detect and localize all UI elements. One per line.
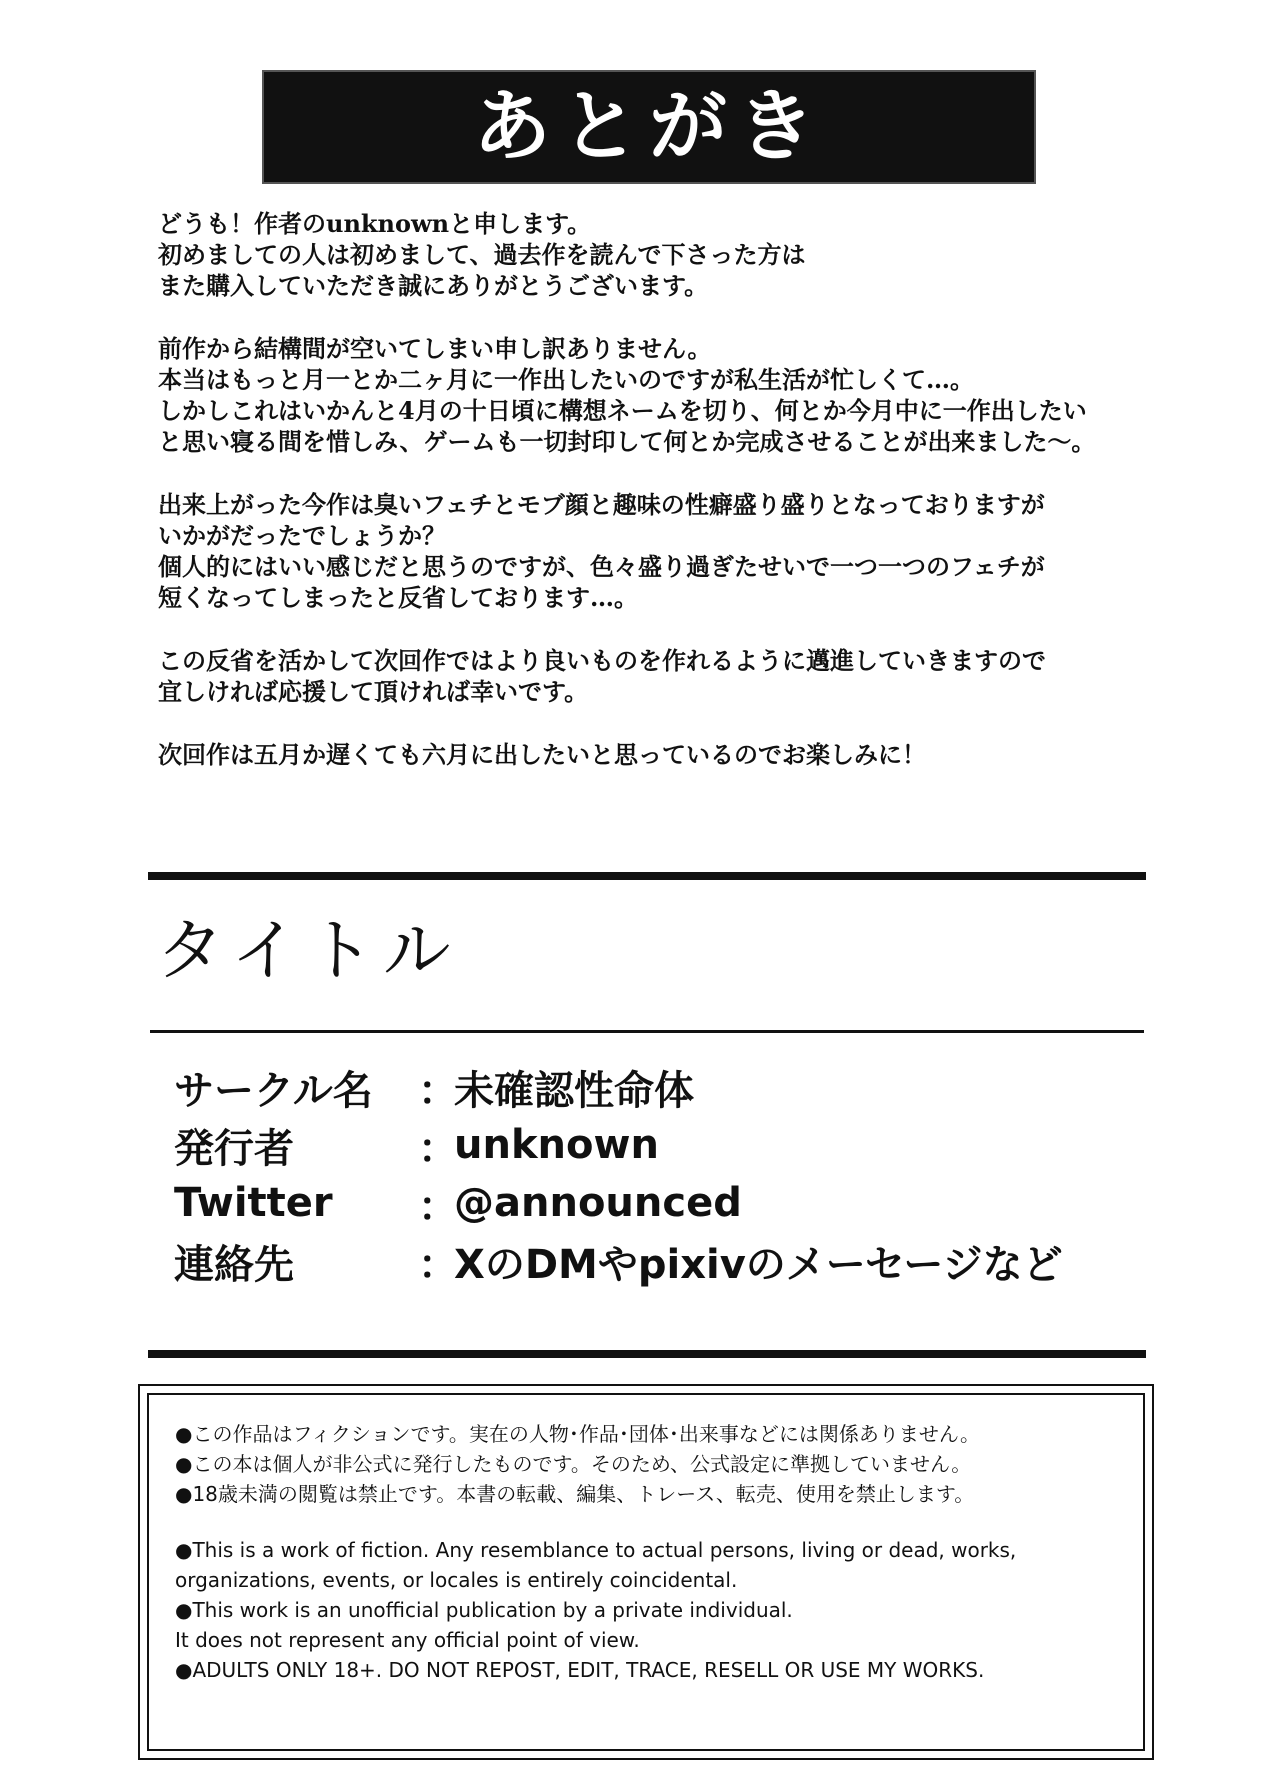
disclaimer-line-en: organizations, events, or locales is entirely coincidental. — [175, 1568, 738, 1592]
info-label-publisher: 発行者 — [174, 1125, 294, 1172]
afterword-line: 前作から結構間が空いてしまい申し訳ありません。 — [158, 334, 712, 363]
afterword-title: あとがき — [472, 81, 825, 172]
disclaimer-line-ja: ●この本は個人が非公式に発行したものです。そのため、公式設定に準拠していません。 — [175, 1452, 972, 1476]
afterword-paragraph-5 — [158, 739, 1148, 770]
divider-thin — [150, 1030, 1144, 1033]
afterword-line: 出来上がった今作は臭いフェチとモブ顔と趣味の性癖盛り盛りとなっておりますが — [158, 490, 1045, 519]
info-row-publisher — [174, 1116, 1134, 1174]
info-separator: ： — [418, 1183, 458, 1230]
disclaimer-line-en: ●This is a work of fiction. Any resemblance to actual persons, living or dead, works, — [175, 1538, 1017, 1562]
afterword-line: 宜しければ応援して頂ければ幸いです。 — [158, 677, 589, 706]
colophon-info — [174, 1058, 1134, 1290]
afterword-line: 短くなってしまったと反省しております…。 — [158, 583, 638, 612]
afterword-paragraph-3 — [158, 489, 1148, 613]
disclaimer-line-en: ●This work is an unofficial publication by a private individual. — [175, 1598, 793, 1622]
divider-bottom — [148, 1350, 1146, 1358]
afterword-paragraph-4 — [158, 645, 1148, 707]
info-value-twitter: @announced — [454, 1180, 742, 1226]
disclaimer-line-en: It does not represent any official point of view. — [175, 1628, 640, 1652]
info-value-publisher: unknown — [454, 1122, 659, 1168]
info-row-twitter — [174, 1174, 1134, 1232]
divider-top — [148, 872, 1146, 880]
afterword-line: また購入していただき誠にありがとうございます。 — [158, 271, 709, 300]
disclaimer-line-en: ●ADULTS ONLY 18+. DO NOT REPOST, EDIT, TRACE, RESELL OR USE MY WORKS. — [175, 1658, 985, 1682]
afterword-line: と思い寝る間を惜しみ、ゲームも一切封印して何とか完成させることが出来ました～。 — [158, 427, 1096, 456]
afterword-line: どうも！作者のunknownと申します。 — [158, 209, 592, 238]
info-row-circle — [174, 1058, 1134, 1116]
book-title: タイトル — [156, 912, 459, 991]
info-label-contact: 連絡先 — [174, 1241, 294, 1288]
info-separator: ： — [418, 1067, 458, 1114]
info-label-twitter: Twitter — [174, 1180, 333, 1226]
disclaimer-inner-frame — [147, 1393, 1145, 1751]
afterword-line: 個人的にはいい感じだと思うのですが、色々盛り過ぎたせいで一つ一つのフェチが — [158, 552, 1045, 581]
disclaimer-box — [138, 1384, 1154, 1760]
info-separator: ： — [418, 1241, 458, 1288]
disclaimer-line-ja: ●18歳未満の閲覧は禁止です。本書の転載、編集、トレース、転売、使用を禁止します。 — [175, 1482, 975, 1506]
info-row-contact — [174, 1232, 1134, 1290]
disclaimer-line-ja: ●この作品はフィクションです。実在の人物･作品･団体･出来事などには関係ありません。 — [175, 1422, 981, 1446]
info-label-circle: サークル名 — [174, 1067, 373, 1114]
afterword-line: 次回作は五月か遅くても六月に出したいと思っているのでお楽しみに！ — [158, 740, 926, 769]
afterword-line: いかがだったでしょうか？ — [158, 521, 446, 550]
info-value-circle: 未確認性命体 — [454, 1067, 694, 1114]
disclaimer-gap — [175, 1509, 1121, 1535]
info-value-contact: XのDMやpixivのメーセージなど — [454, 1241, 1063, 1288]
afterword-line: この反省を活かして次回作ではより良いものを作れるように邁進していきますので — [158, 646, 1046, 675]
afterword-body — [158, 208, 1148, 802]
afterword-line: しかしこれはいかんと4月の十日頃に構想ネームを切り、何とか今月中に一作出したい — [158, 396, 1087, 425]
afterword-line: 本当はもっと月一とか二ヶ月に一作出したいのですが私生活が忙しくて…。 — [158, 365, 974, 394]
afterword-paragraph-1 — [158, 208, 1148, 301]
afterword-paragraph-2 — [158, 333, 1148, 457]
afterword-title-banner — [262, 70, 1036, 184]
afterword-line: 初めましての人は初めまして、過去作を読んで下さった方は — [158, 240, 806, 269]
info-separator: ： — [418, 1125, 458, 1172]
